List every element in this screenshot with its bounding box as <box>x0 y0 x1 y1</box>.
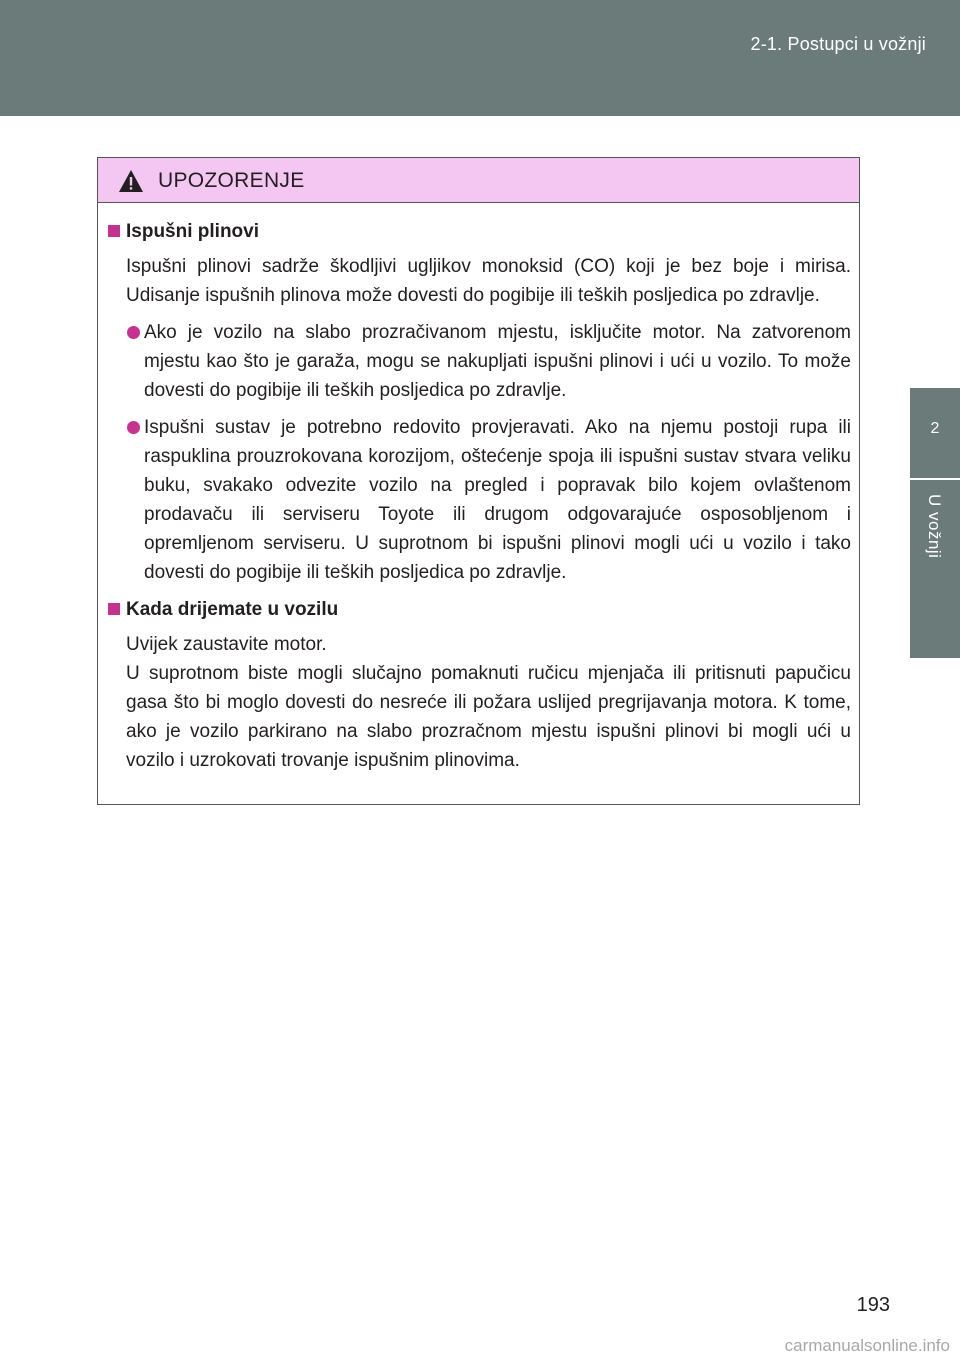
exhaust-paragraph: Ispušni plinovi sadrže škodljivi ugljikov monoksid (CO) koji je bez boje i mirisa. Udisanje ispušnih plinova može dovesti do pogibije ili teških posljedica po zdravlje. <box>126 256 851 306</box>
chapter-side-tab <box>910 388 960 658</box>
side-tab-divider <box>910 478 960 480</box>
warning-body <box>98 203 859 775</box>
section-heading-text: Kada drijemate u vozilu <box>126 599 339 620</box>
section-heading-napping <box>106 595 851 624</box>
watermark: carmanualsonline.info <box>784 1336 950 1355</box>
warning-triangle-icon <box>118 169 144 193</box>
page-number: 193 <box>856 1294 890 1316</box>
list-item <box>106 413 851 587</box>
napping-first-line: Uvijek zaustavite motor. <box>126 634 327 655</box>
square-bullet-icon <box>108 603 120 615</box>
list-item <box>106 318 851 405</box>
header-bar <box>0 0 960 116</box>
list-item-text: Ako je vozilo na slabo prozračivanom mjestu, isključite motor. Na zatvorenom mjestu kao što je garaža, mogu se nakupljati ispušni plinovi i ući u vozilo. To može dovesti do pogibije ili teških posljedica po zdravlje. <box>144 322 851 401</box>
round-bullet-icon <box>127 326 140 339</box>
section-heading-exhaust <box>106 217 851 246</box>
warning-box <box>97 157 860 805</box>
section-title: 2-1. Postupci u vožnji <box>750 34 926 54</box>
round-bullet-icon <box>127 421 140 434</box>
square-bullet-icon <box>108 225 120 237</box>
warning-header <box>98 158 859 203</box>
chapter-label: U vožnji <box>925 494 944 559</box>
warning-title: UPOZORENJE <box>158 169 305 192</box>
chapter-number: 2 <box>930 420 940 437</box>
list-item-text: Ispušni sustav je potrebno redovito provjeravati. Ako na njemu postoji rupa ili raspuklina prouzrokovana korozijom, oštećenje spoja ili ispušni sustav stvara veliku buku, svakako odvezite vozilo na pregled i popravak bilo kojem ovlaštenom prodavaču ili serviseru Toyote ili drugom odgovarajuće osposobljenom i opremljenom serviseru. U suprotnom bi ispušni plinovi mogli ući u vozilo i tako dovesti do pogibije ili teških posljedica po zdravlje. <box>144 417 851 583</box>
section-heading-text: Ispušni plinovi <box>126 221 260 242</box>
napping-body: U suprotnom biste mogli slučajno pomaknuti ručicu mjenjača ili pritisnuti papučicu gasa što bi moglo dovesti do nesreće ili požara uslijed pregrijavanja motora. K tome, ako je vozilo parkirano na slabo prozračnom mjestu ispušni plinovi bi mogli ući u vozilo i uzrokovati trovanje ispušnim plinovima. <box>126 663 851 771</box>
napping-paragraph <box>106 630 851 775</box>
